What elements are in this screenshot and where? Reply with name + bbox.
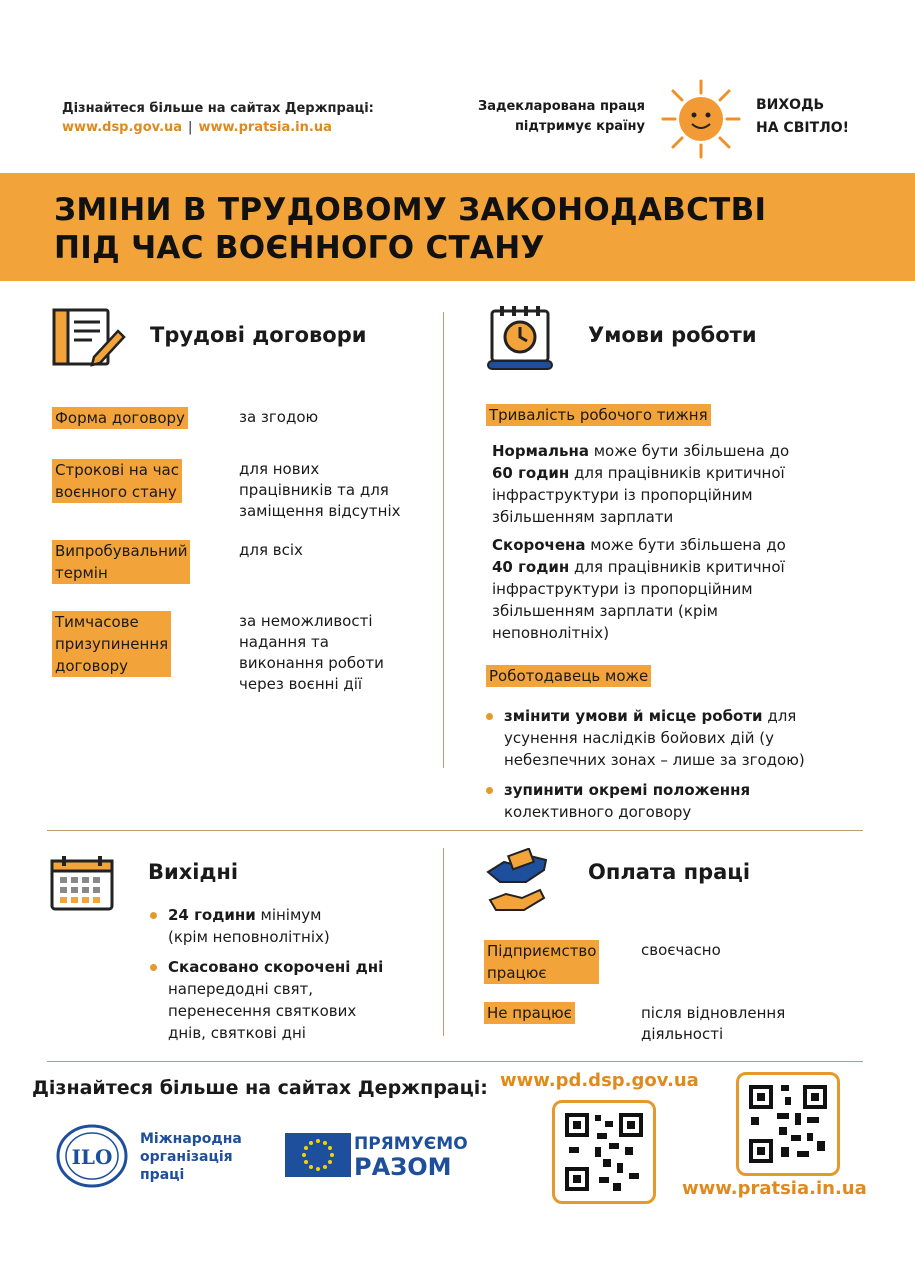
ilo-name-line: Міжнародна (140, 1131, 242, 1147)
tag-line: Не працює (487, 1004, 572, 1022)
text-segment: для (762, 707, 797, 725)
text-line: перенесення святкових (168, 1002, 357, 1020)
text-line: інфраструктури із пропорційним (492, 580, 753, 598)
campaign-call-line-1: ВИХОДЬ (756, 97, 825, 113)
text-line: днів, святкові дні (168, 1024, 306, 1042)
conditions-tag-week: Тривалість робочого тижня (486, 404, 711, 426)
tag-line: призупинення (55, 635, 169, 653)
qr-code-pratsia[interactable] (736, 1072, 840, 1176)
text-line: напередодні свят, (168, 980, 314, 998)
footer-title: Дізнайтеся більше на сайтах Держпраці: (32, 1077, 488, 1099)
text-line: неповнолітніх) (492, 624, 610, 642)
value-line: за згодою (239, 408, 319, 426)
weekends-bullet-cancelled (148, 956, 383, 1044)
contracts-value-probation (239, 540, 303, 561)
contracts-tag-fixed-term (52, 459, 182, 503)
campaign-call (756, 94, 849, 140)
header-info (62, 99, 374, 137)
short-week-hours: 40 годин (492, 558, 570, 576)
weekends-bullet-minimum (148, 904, 330, 948)
divider-horizontal-middle (47, 830, 863, 831)
title-line-1: ЗМІНИ В ТРУДОВОМУ ЗАКОНОДАВСТВІ (54, 192, 767, 228)
value-line: за неможливості (239, 612, 373, 630)
money-hands-icon (486, 848, 548, 916)
contracts-tag-suspension (52, 611, 171, 677)
short-week-paragraph (492, 534, 786, 644)
contracts-value-suspension (239, 611, 384, 695)
eu-flag-icon (285, 1133, 351, 1177)
pay-tag-working (484, 940, 599, 984)
slogan-line-1: Задекларована праця (477, 99, 645, 114)
calendar-clock-icon (486, 303, 556, 373)
sun-mascot-icon (660, 78, 742, 160)
section-title-weekends: Вихідні (148, 860, 239, 884)
normal-week-hours: 60 годин (492, 464, 570, 482)
tag-line: Тимчасове (55, 613, 139, 631)
bullet-bold: Скасовано скорочені дні (168, 958, 384, 976)
value-line: працівників та для (239, 481, 389, 499)
pay-value-not-working (641, 1003, 785, 1045)
text-segment: мінімум (255, 906, 322, 924)
header-info-text: Дізнайтеся більше на сайтах Держпраці: (62, 101, 374, 116)
value-line: виконання роботи (239, 654, 384, 672)
title-banner (0, 173, 915, 281)
divider-vertical-top (443, 312, 444, 768)
ilo-logo (54, 1122, 130, 1190)
tag-line: договору (55, 657, 129, 675)
tag-line: Форма договору (55, 409, 185, 427)
divider-horizontal-footer (47, 1061, 863, 1062)
ilo-logo-text: ILO (71, 1145, 113, 1169)
tag-line: воєнного стану (55, 483, 177, 501)
normal-week-label: Нормальна (492, 442, 589, 460)
title-line-2: ПІД ЧАС ВОЄННОГО СТАНУ (54, 230, 545, 266)
footer-url-pd-dsp[interactable]: www.pd.dsp.gov.ua (500, 1070, 699, 1091)
campaign-slogan (430, 97, 645, 137)
value-line: після відновлення (641, 1004, 786, 1022)
pay-value-working (641, 940, 721, 961)
value-line: для всіх (239, 541, 303, 559)
normal-week-paragraph (492, 440, 789, 528)
value-line: для нових (239, 460, 320, 478)
ilo-name-line: організація (140, 1149, 233, 1165)
page-title (54, 191, 766, 267)
short-week-label: Скорочена (492, 536, 586, 554)
text-line: інфраструктури із пропорційним (492, 486, 753, 504)
eu-slogan-line-2: РАЗОМ (354, 1153, 452, 1181)
contract-notebook-icon (52, 307, 126, 367)
tag-line: Підприємство (487, 942, 597, 960)
bullet-bold: змінити умови й місце роботи (504, 707, 763, 725)
contracts-value-fixed-term (239, 459, 401, 522)
text-segment: для працівників критичної (569, 558, 785, 576)
qr-code-pattern (739, 1075, 837, 1173)
employer-bullet-change (484, 705, 805, 771)
section-title-contracts: Трудові договори (150, 323, 367, 347)
text-line: усунення наслідків бойових дій (у (504, 729, 775, 747)
value-line: заміщення відсутніх (239, 502, 401, 520)
pay-tag-not-working (484, 1002, 575, 1024)
value-line: діяльності (641, 1025, 724, 1043)
eu-slogan-line-1: ПРЯМУЄМО (354, 1134, 468, 1154)
section-title-pay: Оплата праці (588, 860, 751, 884)
text-line: (крім неповнолітніх) (168, 928, 330, 946)
tag-line: Випробувальний (55, 542, 188, 560)
employer-bullet-suspend (484, 779, 750, 823)
campaign-call-line-2: НА СВІТЛО! (756, 120, 850, 136)
text-segment: для працівників критичної (569, 464, 785, 482)
text-line: збільшенням зарплати (крім (492, 602, 718, 620)
slogan-line-2: підтримує країну (514, 119, 645, 134)
ilo-name-line: праці (140, 1167, 185, 1183)
contracts-value-form (239, 407, 318, 428)
qr-code-pattern (555, 1103, 653, 1201)
contracts-tag-form (52, 407, 188, 429)
contracts-tag-probation (52, 540, 190, 584)
section-title-conditions: Умови роботи (588, 323, 757, 347)
text-segment: може бути збільшена до (585, 536, 786, 554)
divider-vertical-bottom (443, 848, 444, 1036)
calendar-icon (50, 855, 114, 911)
value-line: своєчасно (641, 941, 721, 959)
bullet-bold: 24 години (168, 906, 256, 924)
footer-url-pratsia[interactable]: www.pratsia.in.ua (682, 1178, 867, 1199)
link-dsp[interactable]: www.dsp.gov.ua (62, 120, 183, 135)
text-segment: може бути збільшена до (588, 442, 790, 460)
text-line: збільшенням зарплати (492, 508, 674, 526)
tag-line: працює (487, 964, 547, 982)
text-line: небезпечних зонах – лише за згодою) (504, 751, 805, 769)
bullet-bold: зупинити окремі положення (504, 781, 751, 799)
conditions-tag-employer: Роботодавець може (486, 665, 651, 687)
eu-slogan (354, 1133, 468, 1179)
qr-code-pd-dsp[interactable] (552, 1100, 656, 1204)
value-line: надання та (239, 633, 329, 651)
tag-line: Строкові на час (55, 461, 179, 479)
tag-line: термін (55, 564, 108, 582)
text-line: колективного договору (504, 803, 692, 821)
link-pratsia[interactable]: www.pratsia.in.ua (198, 120, 332, 135)
value-line: через воєнні дії (239, 675, 363, 693)
link-separator: | (188, 120, 193, 135)
ilo-name (140, 1130, 242, 1184)
